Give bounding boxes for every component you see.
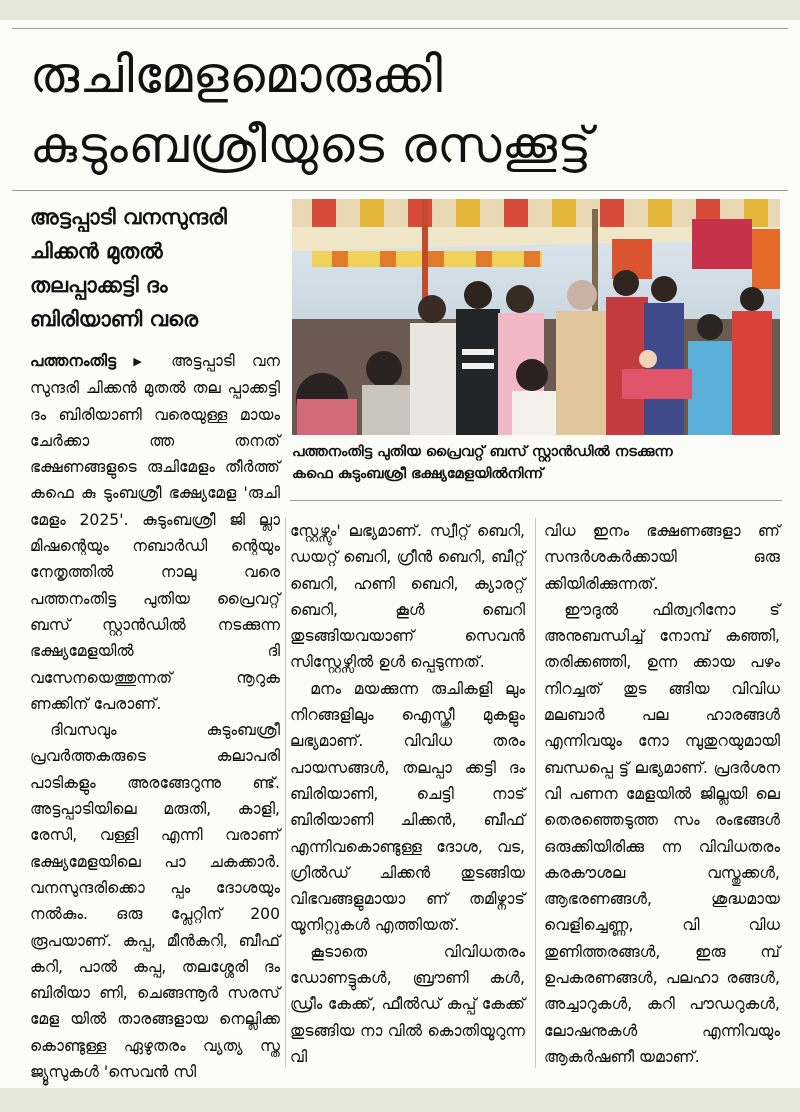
article-paragraph-3: മനം മയക്കുന്ന രുചികളി ലും നിറങ്ങളിലും ഐസ്ക്രീ മുകളും ലഭ്യമാണ്. വിവിധ തരം പായസങ്ങൾ, തലപ്പാ ക്കട്ടി ദം ബിരിയാണി, ചെട്ടി നാട് ബിരിയാണി ചിക്കൻ, ബീഫ് എന്നിവകൊണ്ടുള്ള ദോശ, വട, ഗ്രിൽഡ് ചിക്കൻ തുടങ്ങിയ വിഭവങ്ങളുമായാ ണ് തമിഴ്നാട് യൂനിറ്റുകൾ എത്തിയത്. bbox=[290, 679, 525, 935]
article-paragraph-4: കൂടാതെ വിവിധതരം ഡോണട്ടുകൾ, ബ്രൗണി കൾ, ഡ്രീം കേക്ക്, ഫീൽഡ് കപ്പ് കേക്ക് തുടങ്ങിയ നാ വിൽ കൊതിയൂറുന്ന വി bbox=[290, 942, 525, 1066]
paragraph-1-text: അട്ടപ്പാടി വന സുന്ദരി ചിക്കൻ മുതൽ തല പ്പാക്കട്ടി ദം ബിരിയാണി വരെയുള്ള മായം ചേർക്കാ ത്ത തനത് ഭക്ഷണങ്ങളുടെ രുചിമേളം തീർത്ത് കഫെ കു ടുംബശ്രീ ഭക്ഷ്യമേള 'രുചി മേളം 2025'. കുടുംബശ്രീ ജി ല്ലാ മിഷന്റെയും നബാർഡി ന്റെയും നേതൃത്തിൽ നാലു വരെ പത്തനംതിട്ട പുതിയ പ്രൈവറ്റ് ബസ് സ്റ്റാൻഡിൽ നടക്കുന്ന ഭക്ഷ്യമേളയിൽ ദി വസേനയെത്തുന്നത് നൂറുക ണക്കിന് പേരാണ്. bbox=[30, 352, 280, 713]
headline bbox=[30, 40, 780, 180]
news-photo bbox=[292, 199, 780, 435]
kicker bbox=[30, 200, 285, 336]
kicker-line-3: തലപ്പാക്കട്ടി ദം bbox=[30, 273, 168, 297]
article-column-2 bbox=[290, 518, 525, 1070]
kicker-line-4: ബിരിയാണി വരെ bbox=[30, 307, 199, 331]
article-column-3 bbox=[544, 518, 780, 1070]
kicker-line-2: ചിക്കൻ മുതൽ bbox=[30, 239, 163, 263]
article-paragraph-4-continued: വിധ ഇനം ഭക്ഷണങ്ങളാ ണ് സന്ദർശകർക്കായി ഒരു ക്കിയിരിക്കുന്നത്. bbox=[544, 522, 780, 593]
article-column-1 bbox=[30, 348, 280, 1085]
headline-line-2: കുടുംബശ്രീയുടെ രസക്കൂട്ട് bbox=[30, 116, 592, 174]
caption-line-1: പത്തനംതിട്ട പുതിയ പ്രൈവറ്റ് ബസ് സ്റ്റാൻഡിൽ നടക്കുന്ന bbox=[292, 444, 673, 460]
headline-line-1: രുചിമേളമൊരുക്കി bbox=[30, 46, 443, 104]
article-paragraph-2: ദിവസവും കുടുംബശ്രീ പ്രവർത്തകരുടെ കലാപരി പാടികളും അരങ്ങേറുന്നു ണ്ട്. അട്ടപ്പാടിയിലെ മരുതി, കാളി, രേസി, വള്ളി എന്നി വരാണ് ഭക്ഷ്യമേളയിലെ പാ ചകക്കാർ. വനസുന്ദരിക്കൊ പ്പം ദോശയും നൽകും. ഒരു പ്ലേറ്റിന് 200 രൂപയാണ്. കപ്പ, മീൻകറി, ബീഫ് കറി, പാൽ കപ്പ, തലശ്ശേരി ദം ബിരിയാ ണി, ചെങ്ങന്നൂർ സരസ് മേള യിൽ താരങ്ങളായ നെല്ലിക്ക കൊണ്ടുള്ള ഏഴുതരം വ്യത്യ സ്ത ജ്യൂസുകൾ 'സെവൻ സി bbox=[30, 721, 280, 1082]
caption-rule bbox=[290, 500, 782, 501]
article-paragraph-2-continued: സ്റ്റേഴ്സും' ലഭ്യമാണ്. സ്വീറ്റ് ബെറി, ഡയറ്റ് ബെറി, ഗ്രീൻ ബെറി, ബീറ്റ് ബെറി, ഹണി ബെറി, ക്യാരറ്റ് ബെറി, കൂൾ ബെറി തുടങ്ങിയവയാണ് സെവൻ സിസ്റ്റേഴ്സിൽ ഉൾ പ്പെടുന്നത്. bbox=[290, 522, 525, 672]
dateline: പത്തനംതിട്ട bbox=[30, 352, 117, 370]
photo-caption bbox=[292, 441, 782, 485]
caption-line-2: കഫെ കുടുംബശ്രീ ഭക്ഷ്യമേളയിൽനിന്ന് bbox=[292, 466, 544, 482]
dateline-arrow-icon: ▶ bbox=[133, 355, 154, 368]
column-divider-2 bbox=[535, 518, 536, 1068]
top-rule bbox=[12, 28, 788, 29]
kicker-line-1: അട്ടപ്പാടി വനസുന്ദരി bbox=[30, 205, 227, 229]
article-paragraph-1 bbox=[30, 348, 280, 717]
column-divider-1 bbox=[285, 518, 286, 1068]
bottom-page-band bbox=[0, 1088, 800, 1112]
food-fair-crowd-illustration bbox=[292, 199, 780, 435]
top-page-band bbox=[0, 0, 800, 20]
headline-rule bbox=[12, 190, 788, 191]
article-paragraph-5: ഈദുൽ ഫിത്വറിനോ ട് അനുബന്ധിച്ച് നോമ്പ് കഞ്ഞി, തരിക്കഞ്ഞി, ഉന്ന ക്കായ പഴം നിറച്ചത് തുട ങ്ങിയ വിവിധ മലബാർ പല ഹാരങ്ങൾ എന്നിവയും നോ മ്പുതുറയുമായി ബന്ധപ്പെ ട്ട് ലഭ്യമാണ്. പ്രദർശന വി പണന മേളയിൽ ജില്ലയി ലെ തെരഞ്ഞെടുത്ത സം രംഭങ്ങൾ ഒരുക്കിയിരിക്കു ന്ന വിവിധതരം കരകൗശല വസ്തുക്കൾ, ആഭരണങ്ങൾ, ശുദ്ധമായ വെളിച്ചെണ്ണ, വി വിധ തുണിത്തരങ്ങൾ, ഇരു മ്പ് ഉപകരണങ്ങൾ, പലഹാ രങ്ങൾ, അച്ചാറുകൾ, കറി പൗഡറുകൾ, ലോഷനുകൾ എന്നിവയും ആകർഷണീ യമാണ്. bbox=[544, 600, 780, 1066]
